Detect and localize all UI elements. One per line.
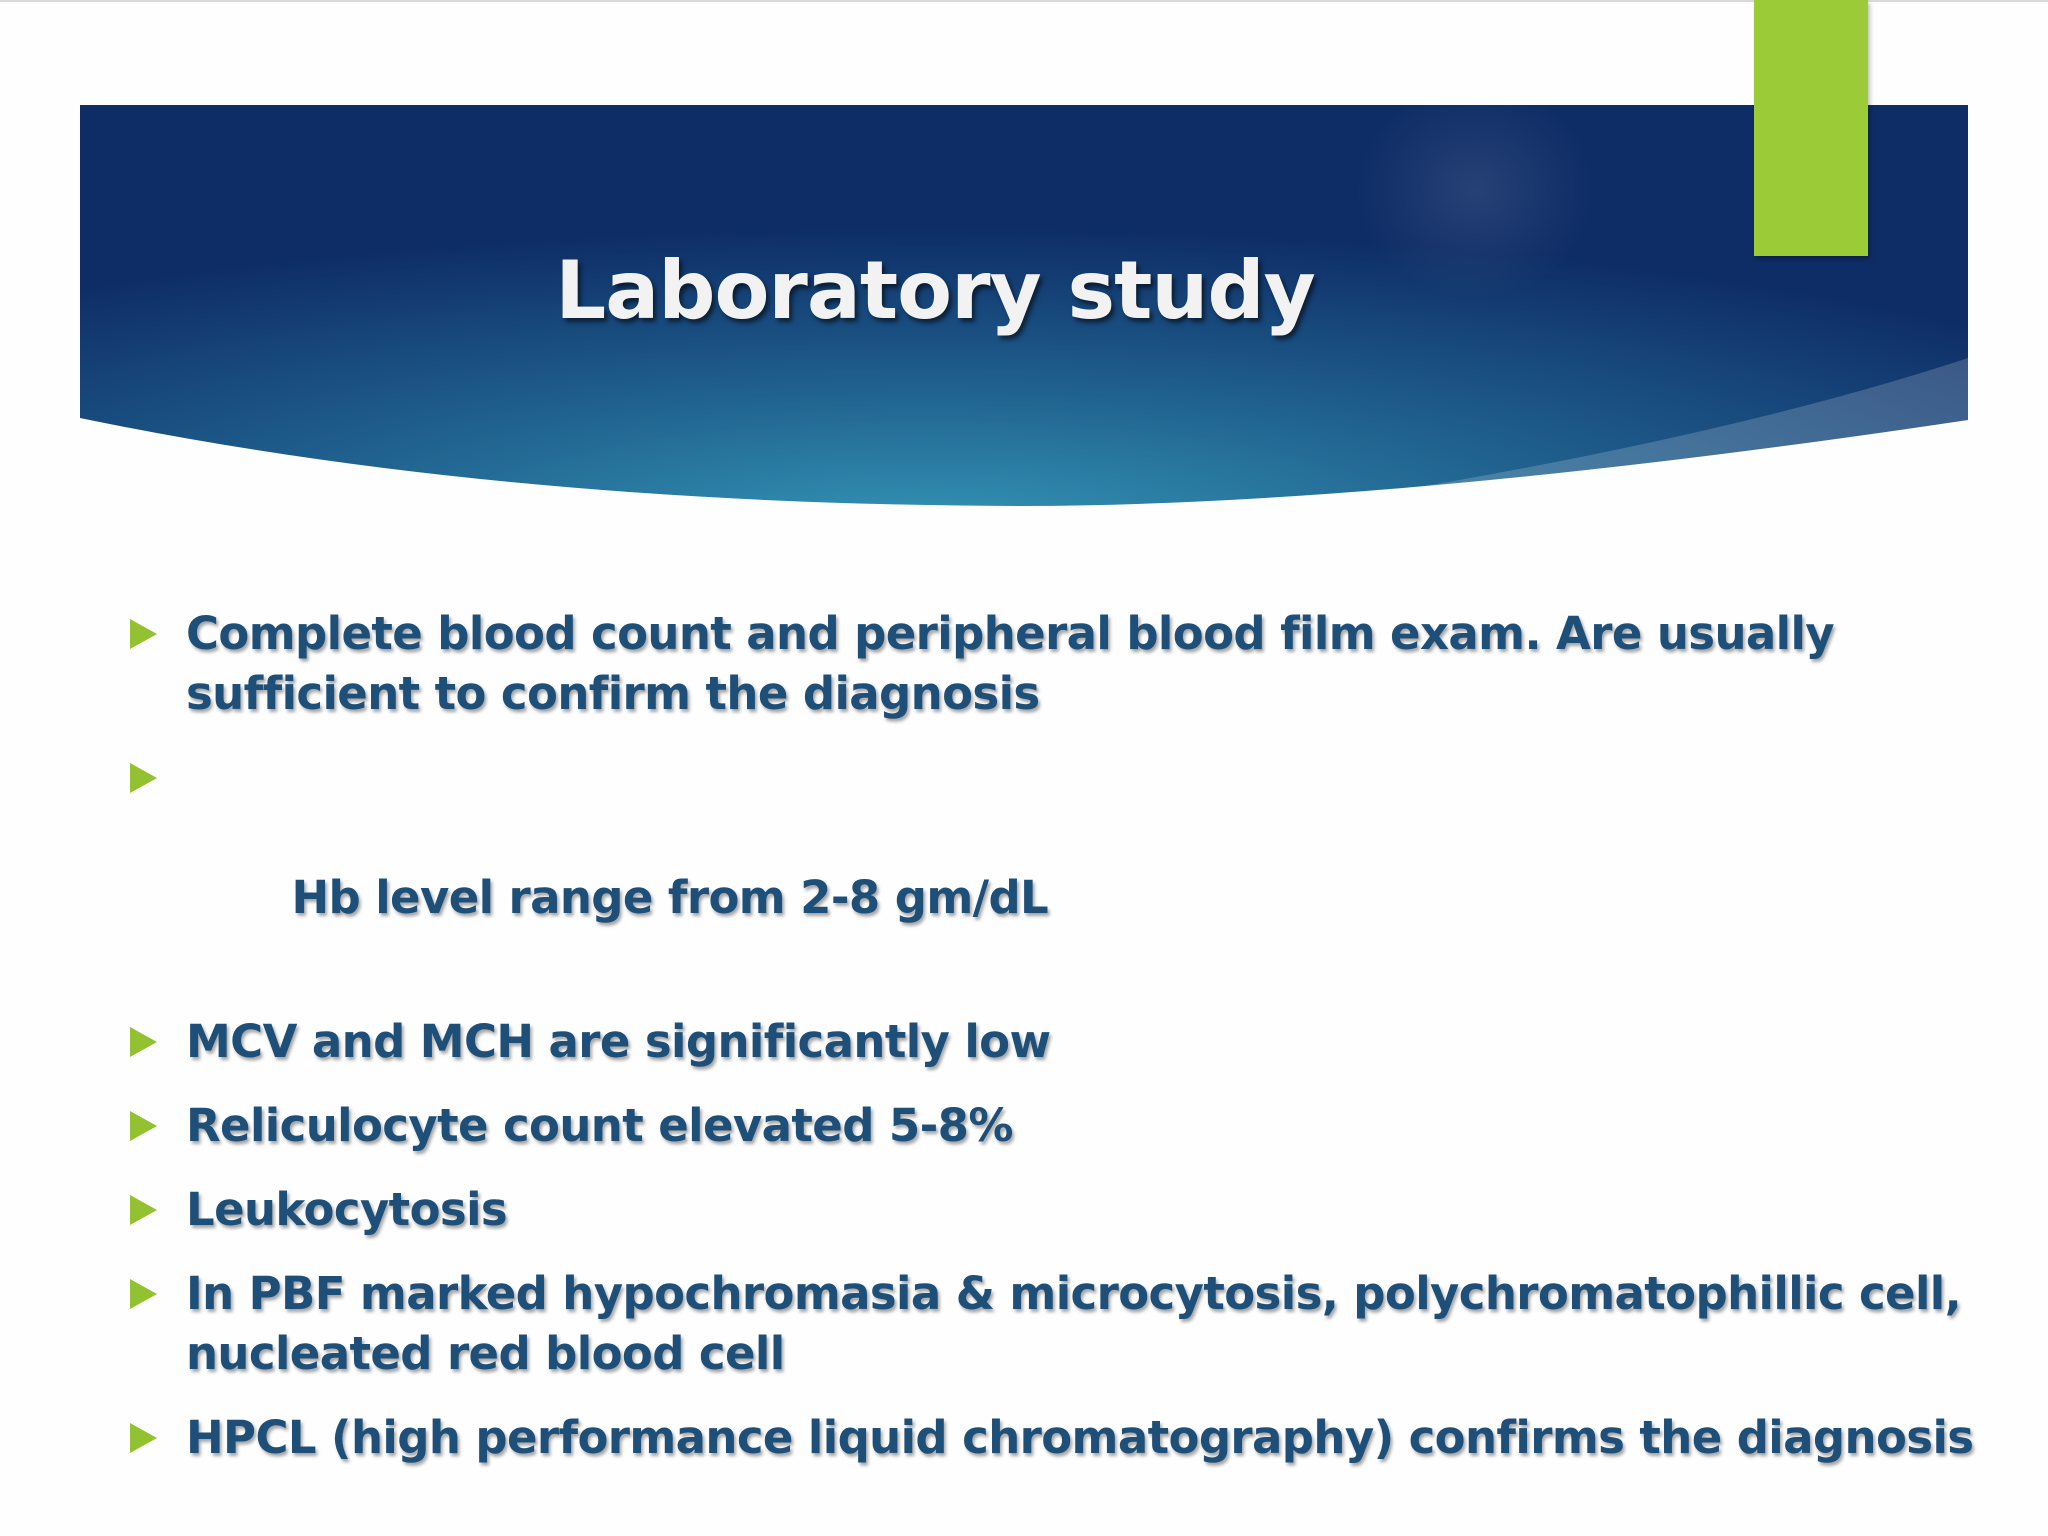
bullet-list [126,604,1986,1492]
accent-bar [1754,0,1868,256]
bullet-item [126,604,1986,724]
bullet-text: Leukocytosis [186,1183,508,1236]
slide-title: Laboratory study [555,244,1315,337]
bullet-text: MCV and MCH are significantly low [186,1015,1051,1068]
bullet-item [126,1180,1986,1240]
triangle-right-icon [130,1279,157,1309]
triangle-right-icon [130,619,157,649]
bullet-item [126,1264,1986,1384]
bullet-text: Complete blood count and peripheral blood film exam. Are usually sufficient to confirm the diagnosis [186,607,1835,720]
triangle-right-icon [130,1027,157,1057]
bullet-item [126,1012,1986,1072]
bullet-item [126,748,1986,988]
bullet-text: Hb level range from 2-8 gm/dL [276,871,1049,924]
triangle-right-icon [130,1195,157,1225]
bullet-text: In PBF marked hypochromasia & microcytosis, polychromatophillic cell, nucleated red blood cell [186,1267,1962,1380]
triangle-right-icon [130,763,157,793]
bullet-item [126,1408,1986,1468]
bullet-text: HPCL (high performance liquid chromatography) confirms the diagnosis [186,1411,1974,1464]
triangle-right-icon [130,1423,157,1453]
bullet-item [126,1096,1986,1156]
bullet-text: Reliculocyte count elevated 5-8% [186,1099,1013,1152]
triangle-right-icon [130,1111,157,1141]
